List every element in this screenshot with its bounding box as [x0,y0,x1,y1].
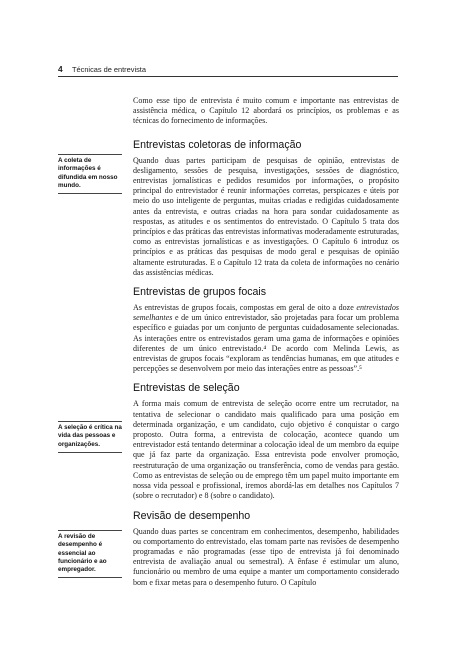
section-heading-informacao: Entrevistas coletoras de informação [133,138,302,151]
margin-note-coleta [58,154,122,194]
section-heading-grupos-focais: Entrevistas de grupos focais [133,286,267,299]
section-paragraph-grupos-focais [133,303,399,374]
margin-note-text: A seleção é crítica na vida das pessoas e organizações. [58,424,122,448]
intro-paragraph: Como esse tipo de entrevista é muito comum e importante nas entrevistas de assistência médica, o Capítulo 12 abordará os princípios, os problemas e as técnicas do fornecimento de informações. [133,96,399,126]
page-header [58,64,398,76]
header-rule [58,76,398,77]
margin-note-selecao [58,421,122,453]
paragraph-text: As entrevistas de grupos focais, compostas em geral de oito a doze [133,303,357,313]
margin-note-desempenho [58,530,122,578]
italic-term: entrevistados semelhantes [133,303,399,323]
page-number: 4 [58,64,63,74]
section-heading-selecao: Entrevistas de seleção [133,382,240,395]
section-paragraph-desempenho: Quando duas partes se concentram em conhecimentos, desempenho, habilidades ou comportamento do entrevistado, elas tomam parte nas revisões de desempenho programadas e não programadas (esse tipo de entrevista já foi denominado entrevista de avaliação anual ou semestral). A ênfase é estimular um aluno, funcionário ou membro de uma equipe a manter um comportamento considerado bom e fixar metas para o desempenho futuro. O Capítulo [133,526,399,587]
running-head: Técnicas de entrevista [72,65,146,74]
section-paragraph-selecao: A forma mais comum de entrevista de seleção ocorre entre um recrutador, na tentativa de selecionar o candidato mais qualificado para uma posição em determinada organização, e um candidato, cujo objetivo é conquistar o cargo proposto. Outra forma, a entrevista de colocação, acontece quando um entrevistador está tentando determinar a colocação ideal de um membro da equipe que já faz parte da organização. Essa entrevista pode envolver promoção, reestruturação de uma organização ou transferência, como de vendas para gestão. Como as entrevistas de seleção ou de emprego têm um papel muito importante em nossa vida pessoal e profissional, iremos abordá-las em detalhes nos Capítulos 7 (sobre o recrutador) e 8 (sobre o candidato). [133,399,399,501]
margin-note-text: A revisão de desempenho é essencial ao funcionário e ao empregador. [58,533,107,574]
section-paragraph-informacao: Quando duas partes participam de pesquisas de opinião, entrevistas de desligamento, sessões de pesquisa, investigações, sessões de diagnóstico, entrevistas jornalísticas e pedidos resumidos por informações, o propósito principal do entrevistador é reunir informações corretas, perspicazes e úteis por meio do uso inteligente de perguntas, muitas criadas e redigidas cuidadosamente antes da entrevista, e outras criadas na hora para sondar cuidadosamente as respostas, as atitudes e os sentimentos do entrevistado. O Capítulo 5 trata dos princípios e das práticas das entrevistas informativas moderadamente estruturadas, como as entrevistas jornalísticas e as investigações. O Capítulo 6 introduz os princípios e as práticas das pesquisas de modo geral e pesquisas de opinião altamente estruturadas. E o Capítulo 12 trata da coleta de informações no cenário das assistências médicas. [133,155,399,277]
main-text-column [133,96,399,588]
paragraph-text: e de um único entrevistador, são projetadas para focar um problema específico e guiadas por um conjunto de perguntas cuidadosamente selecionadas. As interações entre os entrevistados geram uma gama de informações e opiniões diferentes de um único entrevistado.⁴ De acordo com Melinda Lewis, as entrevistas de grupos focais “exploram as tendências humanas, em que atitudes e percepções se desenvolvem por meio das interações entre as pessoas”.⁵ [133,313,399,374]
margin-note-text: A coleta de informações é difundida em nosso mundo. [58,157,118,189]
section-heading-desempenho: Revisão de desempenho [133,509,251,522]
